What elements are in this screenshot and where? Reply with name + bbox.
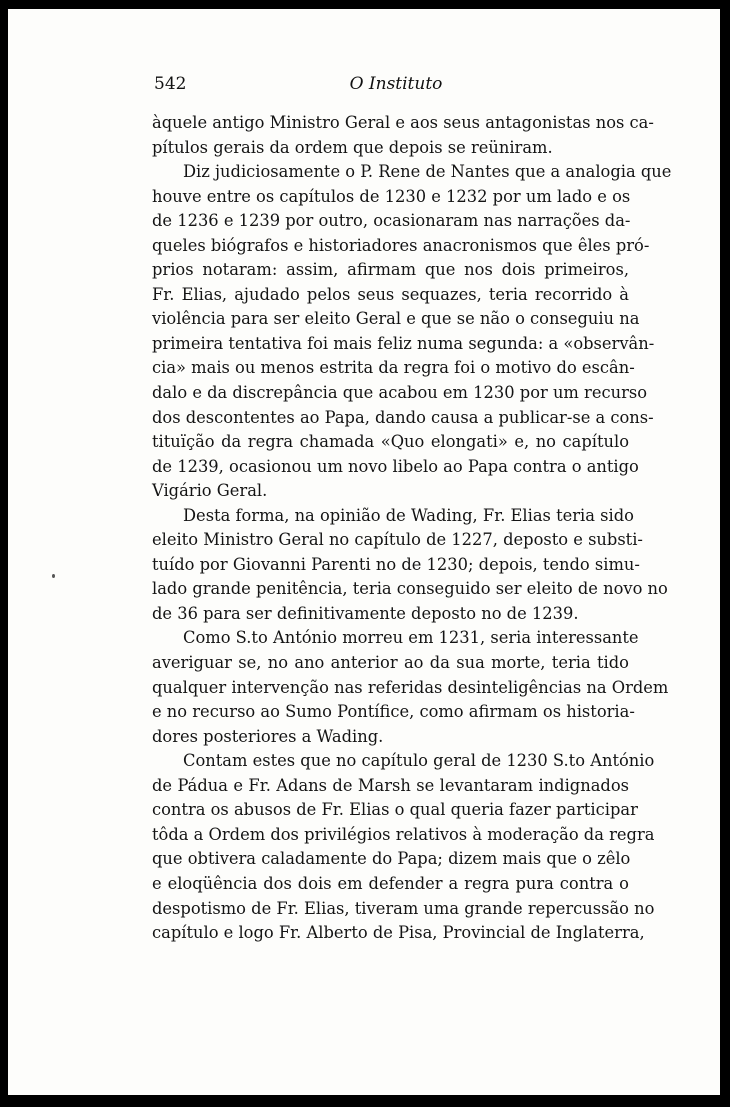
text-line: violência para ser eleito Geral e que se não o conseguiu na — [152, 309, 640, 329]
paragraph — [152, 111, 654, 160]
text-line: de 1239, ocasionou um novo libelo ao Papa contra o antigo — [152, 456, 639, 476]
scan-speck — [52, 574, 55, 578]
text-line: primeira tentativa foi mais feliz numa segunda: a «observân- — [152, 333, 655, 353]
text-line: cia» mais ou menos estrita da regra foi o motivo do escân- — [152, 358, 635, 378]
running-title: O Instituto — [349, 74, 443, 94]
text-line: prios notaram: assim, afirmam que nos dois primeiros, — [152, 260, 629, 280]
text-line: despotismo de Fr. Elias, tiveram uma grande repercussão no — [152, 898, 655, 918]
text-line: queles biógrafos e historiadores anacronismos que êles pró- — [152, 235, 650, 255]
text-line: eleito Ministro Geral no capítulo de 1227, deposto e substi- — [152, 530, 643, 550]
text-line: averiguar se, no ano anterior ao da sua morte, teria tido — [152, 653, 629, 673]
paragraph — [152, 626, 669, 749]
page-header — [154, 74, 638, 96]
text-line: lado grande penitência, teria conseguido ser eleito de novo no — [152, 579, 668, 599]
text-line: e eloqüência dos dois em defender a regra pura contra o — [152, 873, 629, 893]
text-line: e no recurso ao Sumo Pontífice, como afirmam os historia- — [152, 702, 635, 722]
text-line: Diz judiciosamente o P. Rene de Nantes que a analogia que — [183, 162, 672, 182]
text-line: Fr. Elias, ajudado pelos seus sequazes, teria recorrido à — [152, 284, 629, 304]
body-text — [152, 111, 672, 946]
text-line: houve entre os capítulos de 1230 e 1232 por um lado e os — [152, 186, 631, 206]
paragraph — [152, 504, 668, 627]
text-line: tôda a Ordem dos privilégios relativos à moderação da regra — [152, 824, 655, 844]
text-line: Como S.to António morreu em 1231, seria interessante — [183, 628, 639, 648]
text-line: Desta forma, na opinião de Wading, Fr. Elias teria sido — [183, 505, 634, 525]
text-line: capítulo e logo Fr. Alberto de Pisa, Provincial de Inglaterra, — [152, 923, 645, 943]
text-line: dores posteriores a Wading. — [152, 726, 384, 746]
text-line: de 1236 e 1239 por outro, ocasionaram nas narrações da- — [152, 211, 631, 231]
text-line: Vigário Geral. — [152, 481, 268, 501]
paragraph — [152, 160, 672, 504]
text-line: dos descontentes ao Papa, dando causa a publicar-se a cons- — [152, 407, 654, 427]
text-line: que obtivera caladamente do Papa; dizem mais que o zêlo — [152, 849, 631, 869]
text-line: Contam estes que no capítulo geral de 1230 S.to António — [183, 751, 655, 771]
text-line: tuído por Giovanni Parenti no de 1230; depois, tendo simu- — [152, 554, 640, 574]
page-number: 542 — [154, 74, 187, 94]
text-line: àquele antigo Ministro Geral e aos seus antagonistas nos ca- — [152, 113, 654, 132]
text-line: pítulos gerais da ordem que depois se reüniram. — [152, 137, 553, 157]
text-line: de Pádua e Fr. Adans de Marsh se levantaram indignados — [152, 775, 629, 795]
text-line: tituïção da regra chamada «Quo elongati» e, no capítulo — [152, 432, 629, 452]
text-line: de 36 para ser definitivamente deposto no de 1239. — [152, 603, 579, 623]
text-line: contra os abusos de Fr. Elias o qual queria fazer participar — [152, 800, 638, 820]
paragraph — [152, 749, 655, 945]
text-line: qualquer intervenção nas referidas desinteligências na Ordem — [152, 677, 669, 697]
text-line: dalo e da discrepância que acabou em 1230 por um recurso — [152, 383, 648, 403]
